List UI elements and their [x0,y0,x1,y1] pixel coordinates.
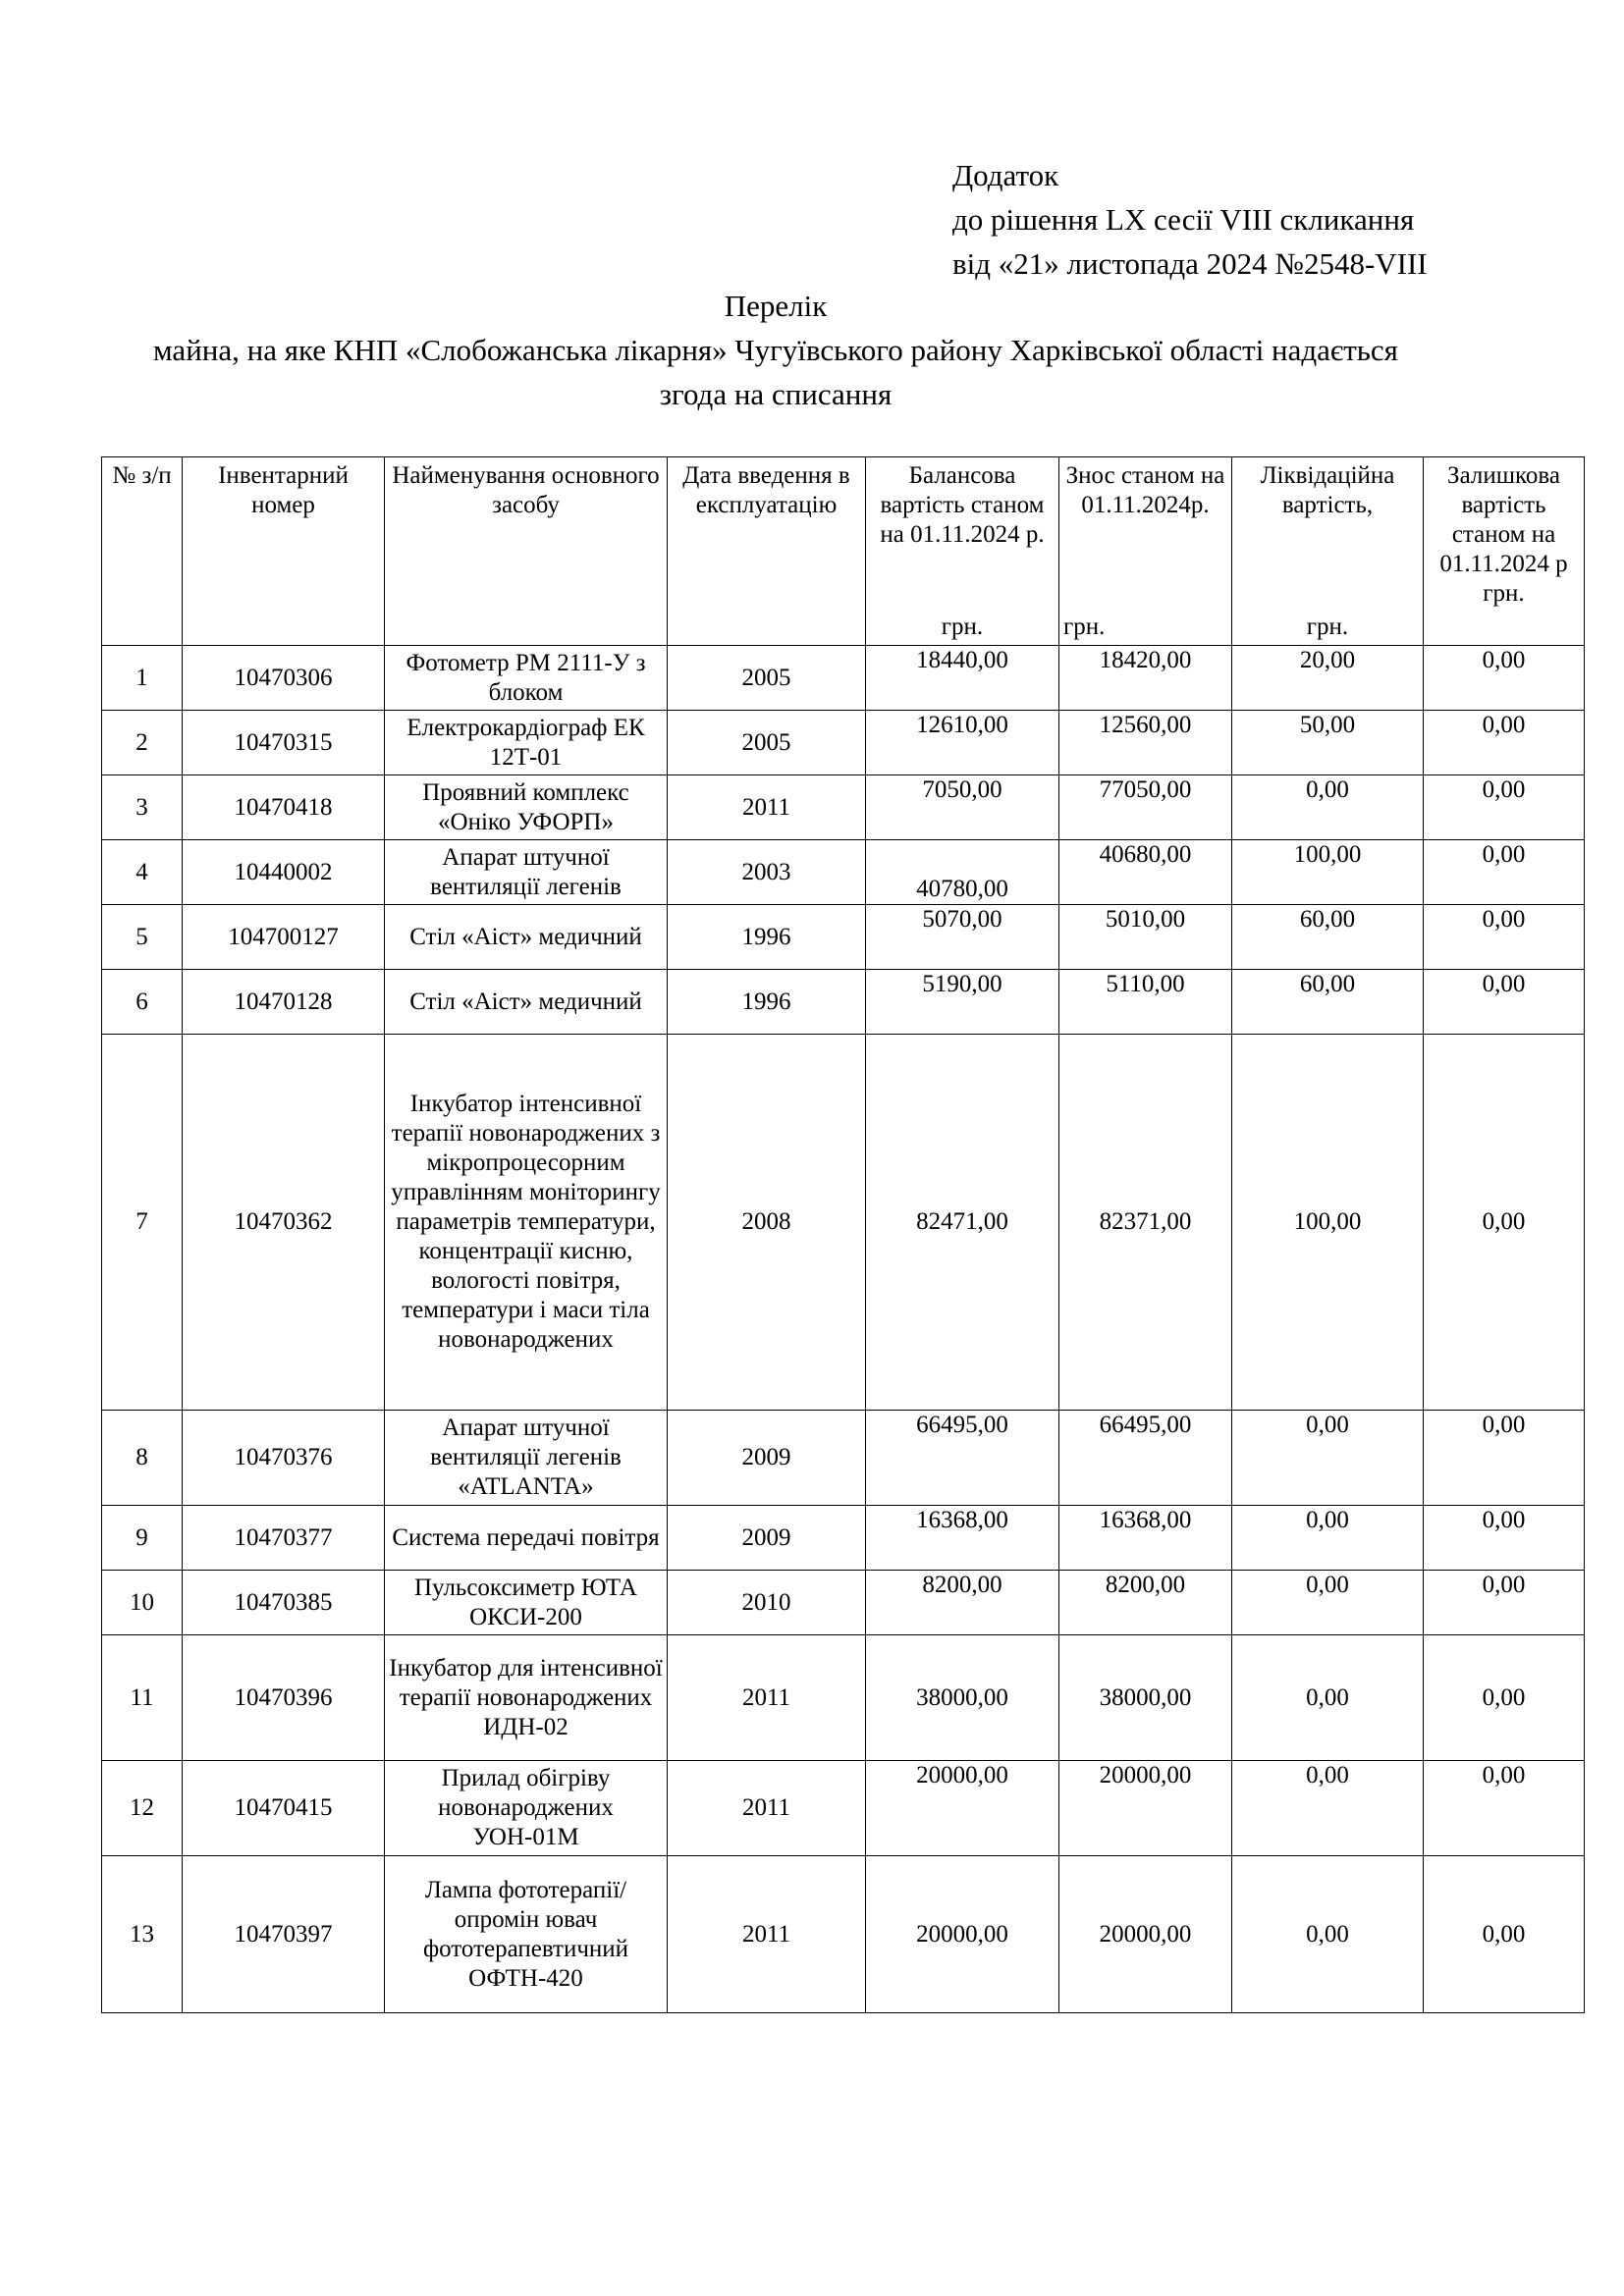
row-inventory-number: 10470418 [183,775,385,840]
addendum-block [952,153,1428,286]
row-inventory-number: 10440002 [183,840,385,905]
row-number: 11 [102,1635,183,1761]
row-balance-value: 18440,00 [866,646,1059,711]
row-balance-value: 8200,00 [866,1571,1059,1635]
row-wear-value: 5110,00 [1059,970,1232,1035]
header-balance-unit: грн. [941,614,984,640]
row-balance-value: 12610,00 [866,711,1059,775]
row-commissioning-year: 2011 [668,1761,866,1856]
header-liquidation-unit: грн. [1306,614,1349,640]
row-liquidation-value: 20,00 [1232,646,1424,711]
table-row [102,840,1585,905]
row-wear-value: 16368,00 [1059,1506,1232,1571]
row-liquidation-value: 0,00 [1232,1856,1424,2013]
row-liquidation-value: 60,00 [1232,970,1424,1035]
addendum-title: Додаток [952,158,1059,192]
row-liquidation-value: 0,00 [1232,1635,1424,1761]
row-residual-value: 0,00 [1424,1506,1585,1571]
row-liquidation-value: 0,00 [1232,1761,1424,1856]
row-balance-value: 66495,00 [866,1411,1059,1506]
table-row [102,1856,1585,2013]
row-asset-name: Прилад обігріву новонароджених УОН-01М [385,1761,668,1856]
row-inventory-number: 10470385 [183,1571,385,1635]
row-commissioning-year: 2011 [668,1856,866,2013]
row-balance-value: 20000,00 [866,1761,1059,1856]
row-liquidation-value: 0,00 [1232,1506,1424,1571]
row-wear-value: 18420,00 [1059,646,1232,711]
addendum-decision: до рішення LX сесії VIII скликання [952,202,1415,237]
row-residual-value: 0,00 [1424,840,1585,905]
table-header-row [102,457,1585,646]
row-balance-value: 40780,00 [866,840,1059,905]
row-inventory-number: 104700127 [183,905,385,970]
row-residual-value: 0,00 [1424,775,1585,840]
row-number: 3 [102,775,183,840]
row-number: 6 [102,970,183,1035]
row-asset-name: Апарат штучної вентиляції легенів [385,840,668,905]
row-number: 7 [102,1035,183,1411]
row-residual-value: 0,00 [1424,1635,1585,1761]
row-number: 9 [102,1506,183,1571]
table-row [102,970,1585,1035]
addendum-date: від «21» листопада 2024 №2548-VIII [952,246,1428,281]
row-number: 1 [102,646,183,711]
table-row [102,1506,1585,1571]
row-inventory-number: 10470377 [183,1506,385,1571]
header-name: Найменування основного засобу [385,457,668,646]
row-balance-value: 82471,00 [866,1035,1059,1411]
row-asset-name: Система передачі повітря [385,1506,668,1571]
row-inventory-number: 10470362 [183,1035,385,1411]
row-residual-value: 0,00 [1424,1856,1585,2013]
row-balance-value: 20000,00 [866,1856,1059,2013]
table-row [102,905,1585,970]
row-commissioning-year: 2008 [668,1035,866,1411]
row-liquidation-value: 100,00 [1232,840,1424,905]
row-commissioning-year: 2003 [668,840,866,905]
row-liquidation-value: 0,00 [1232,775,1424,840]
row-asset-name: Апарат штучної вентиляції легенів «ATLANTA» [385,1411,668,1506]
row-liquidation-value: 0,00 [1232,1571,1424,1635]
row-wear-value: 82371,00 [1059,1035,1232,1411]
row-liquidation-value: 60,00 [1232,905,1424,970]
header-balance: Балансова вартість станом на 01.11.2024 р. грн. [866,457,1059,646]
row-asset-name: Пульсоксиметр ЮТА ОКСИ-200 [385,1571,668,1635]
row-commissioning-year: 2011 [668,1635,866,1761]
row-balance-value: 5190,00 [866,970,1059,1035]
row-commissioning-year: 1996 [668,970,866,1035]
row-residual-value: 0,00 [1424,1411,1585,1506]
header-date: Дата введення в експлуатацію [668,457,866,646]
row-asset-name: Проявний комплекс «Оніко УФОРП» [385,775,668,840]
header-wear: Знос станом на 01.11.2024р. грн. [1059,457,1232,646]
row-inventory-number: 10470306 [183,646,385,711]
row-residual-value: 0,00 [1424,711,1585,775]
row-inventory-number: 10470376 [183,1411,385,1506]
row-number: 2 [102,711,183,775]
row-asset-name: Електрокардіограф ЕК 12Т-01 [385,711,668,775]
row-commissioning-year: 2009 [668,1506,866,1571]
heading-title: Перелік [724,289,828,323]
row-number: 10 [102,1571,183,1635]
row-balance-value: 5070,00 [866,905,1059,970]
row-wear-value: 40680,00 [1059,840,1232,905]
row-inventory-number: 10470128 [183,970,385,1035]
row-number: 5 [102,905,183,970]
table-row [102,711,1585,775]
row-number: 8 [102,1411,183,1506]
header-inventory: Інвентарний номер [183,457,385,646]
table-row [102,775,1585,840]
row-asset-name: Стіл «Аіст» медичний [385,970,668,1035]
row-number: 13 [102,1856,183,2013]
row-inventory-number: 10470315 [183,711,385,775]
row-commissioning-year: 2010 [668,1571,866,1635]
row-asset-name: Стіл «Аіст» медичний [385,905,668,970]
assets-table [101,456,1585,2013]
row-residual-value: 0,00 [1424,1761,1585,1856]
row-residual-value: 0,00 [1424,1571,1585,1635]
table-row [102,1761,1585,1856]
row-wear-value: 77050,00 [1059,775,1232,840]
row-residual-value: 0,00 [1424,970,1585,1035]
row-balance-value: 7050,00 [866,775,1059,840]
row-asset-name: Інкубатор для інтенсивної терапії новонароджених ИДН-02 [385,1635,668,1761]
row-residual-value: 0,00 [1424,905,1585,970]
row-asset-name: Лампа фототерапії/опромін ювач фототерапевтичний ОФТН-420 [385,1856,668,2013]
table-row [102,1411,1585,1506]
row-wear-value: 5010,00 [1059,905,1232,970]
row-balance-value: 38000,00 [866,1635,1059,1761]
table-row [102,646,1585,711]
row-liquidation-value: 100,00 [1232,1035,1424,1411]
header-residual: Залишкова вартість станом на 01.11.2024 р грн. [1424,457,1585,646]
row-wear-value: 12560,00 [1059,711,1232,775]
row-residual-value: 0,00 [1424,1035,1585,1411]
table-row [102,1035,1585,1411]
row-wear-value: 8200,00 [1059,1571,1232,1635]
heading-purpose: згода на списання [659,377,893,411]
row-asset-name: Фотометр РМ 2111-У з блоком [385,646,668,711]
row-commissioning-year: 2009 [668,1411,866,1506]
row-residual-value: 0,00 [1424,646,1585,711]
row-commissioning-year: 2011 [668,775,866,840]
row-wear-value: 20000,00 [1059,1761,1232,1856]
row-wear-value: 66495,00 [1059,1411,1232,1506]
heading-subject: майна, на яке КНП «Слобожанська лікарня» Чугуївського району Харківської області надається [153,333,1398,367]
row-asset-name: Інкубатор інтенсивної терапії новонароджених з мікропроцесорним управлінням моніторингу параметрів температури, концентрації кисню, вологості повітря, температури і маси тіла новонароджених [385,1035,668,1411]
document-heading [98,284,1453,416]
row-balance-value: 16368,00 [866,1506,1059,1571]
row-inventory-number: 10470415 [183,1761,385,1856]
header-wear-unit: грн. [1063,614,1106,640]
row-commissioning-year: 1996 [668,905,866,970]
row-liquidation-value: 0,00 [1232,1411,1424,1506]
row-number: 4 [102,840,183,905]
table-row [102,1571,1585,1635]
row-commissioning-year: 2005 [668,646,866,711]
row-wear-value: 20000,00 [1059,1856,1232,2013]
row-commissioning-year: 2005 [668,711,866,775]
header-num: № з/п [102,457,183,646]
row-number: 12 [102,1761,183,1856]
row-inventory-number: 10470396 [183,1635,385,1761]
row-wear-value: 38000,00 [1059,1635,1232,1761]
row-liquidation-value: 50,00 [1232,711,1424,775]
header-liquidation: Ліквідаційна вартість, грн. [1232,457,1424,646]
table-row [102,1635,1585,1761]
row-inventory-number: 10470397 [183,1856,385,2013]
